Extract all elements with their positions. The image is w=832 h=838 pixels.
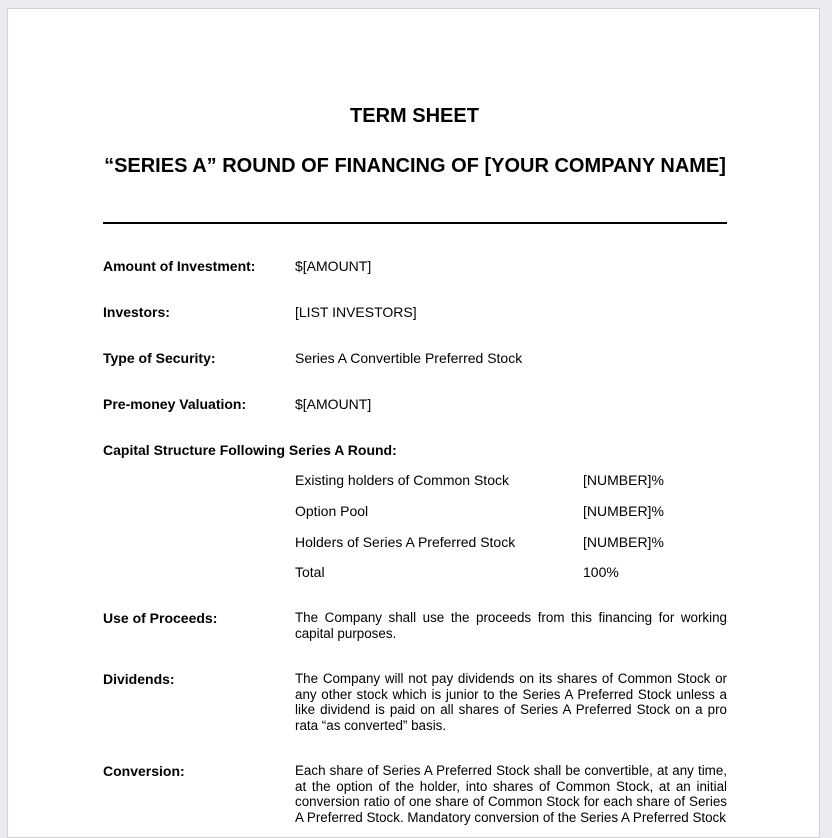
capital-row-holder: Total	[295, 564, 325, 580]
capital-structure-label: Capital Structure Following Series A Round:	[103, 442, 397, 458]
field-value-security-type: Series A Convertible Preferred Stock	[295, 350, 523, 366]
field-label-amount: Amount of Investment:	[103, 258, 256, 274]
section-text-use-of-proceeds: The Company shall use the proceeds from this financing for working capital purposes.	[295, 610, 727, 641]
capital-row-percent: [NUMBER]%	[583, 472, 664, 488]
field-value-investors: [LIST INVESTORS]	[295, 304, 417, 320]
field-value-pre-money: $[AMOUNT]	[295, 396, 372, 412]
document-title: TERM SHEET	[350, 105, 479, 127]
capital-row-percent: [NUMBER]%	[583, 534, 664, 550]
field-label-security-type: Type of Security:	[103, 350, 216, 366]
capital-row-percent: 100%	[583, 564, 619, 580]
section-label-conversion: Conversion:	[103, 763, 185, 779]
capital-row-percent: [NUMBER]%	[583, 503, 664, 519]
capital-row-holder: Option Pool	[295, 503, 369, 519]
field-label-pre-money: Pre-money Valuation:	[103, 396, 247, 412]
section-label-use-of-proceeds: Use of Proceeds:	[103, 610, 218, 626]
section-text-dividends: The Company will not pay dividends on its shares of Common Stock or any other stock which is junior to the Series A Preferred Stock unless a like dividend is paid on all shares of Series A Preferred Stock on a pro rata “as converted” basis.	[295, 671, 727, 733]
document-page	[7, 8, 820, 838]
section-text-conversion: Each share of Series A Preferred Stock shall be convertible, at any time, at the option of the holder, into shares of Common Stock, at an initial conversion ratio of one share of Common Stock for each share of Series A Preferred Stock. Mandatory conversion of the Series A Preferred Stock	[295, 763, 727, 825]
capital-row-holder: Holders of Series A Preferred Stock	[295, 534, 516, 550]
document-subtitle: “SERIES A” ROUND OF FINANCING OF [YOUR COMPANY NAME]	[104, 155, 726, 177]
title-divider	[103, 222, 727, 224]
capital-row-holder: Existing holders of Common Stock	[295, 472, 509, 488]
section-label-dividends: Dividends:	[103, 671, 175, 687]
field-label-investors: Investors:	[103, 304, 170, 320]
field-value-amount: $[AMOUNT]	[295, 258, 372, 274]
